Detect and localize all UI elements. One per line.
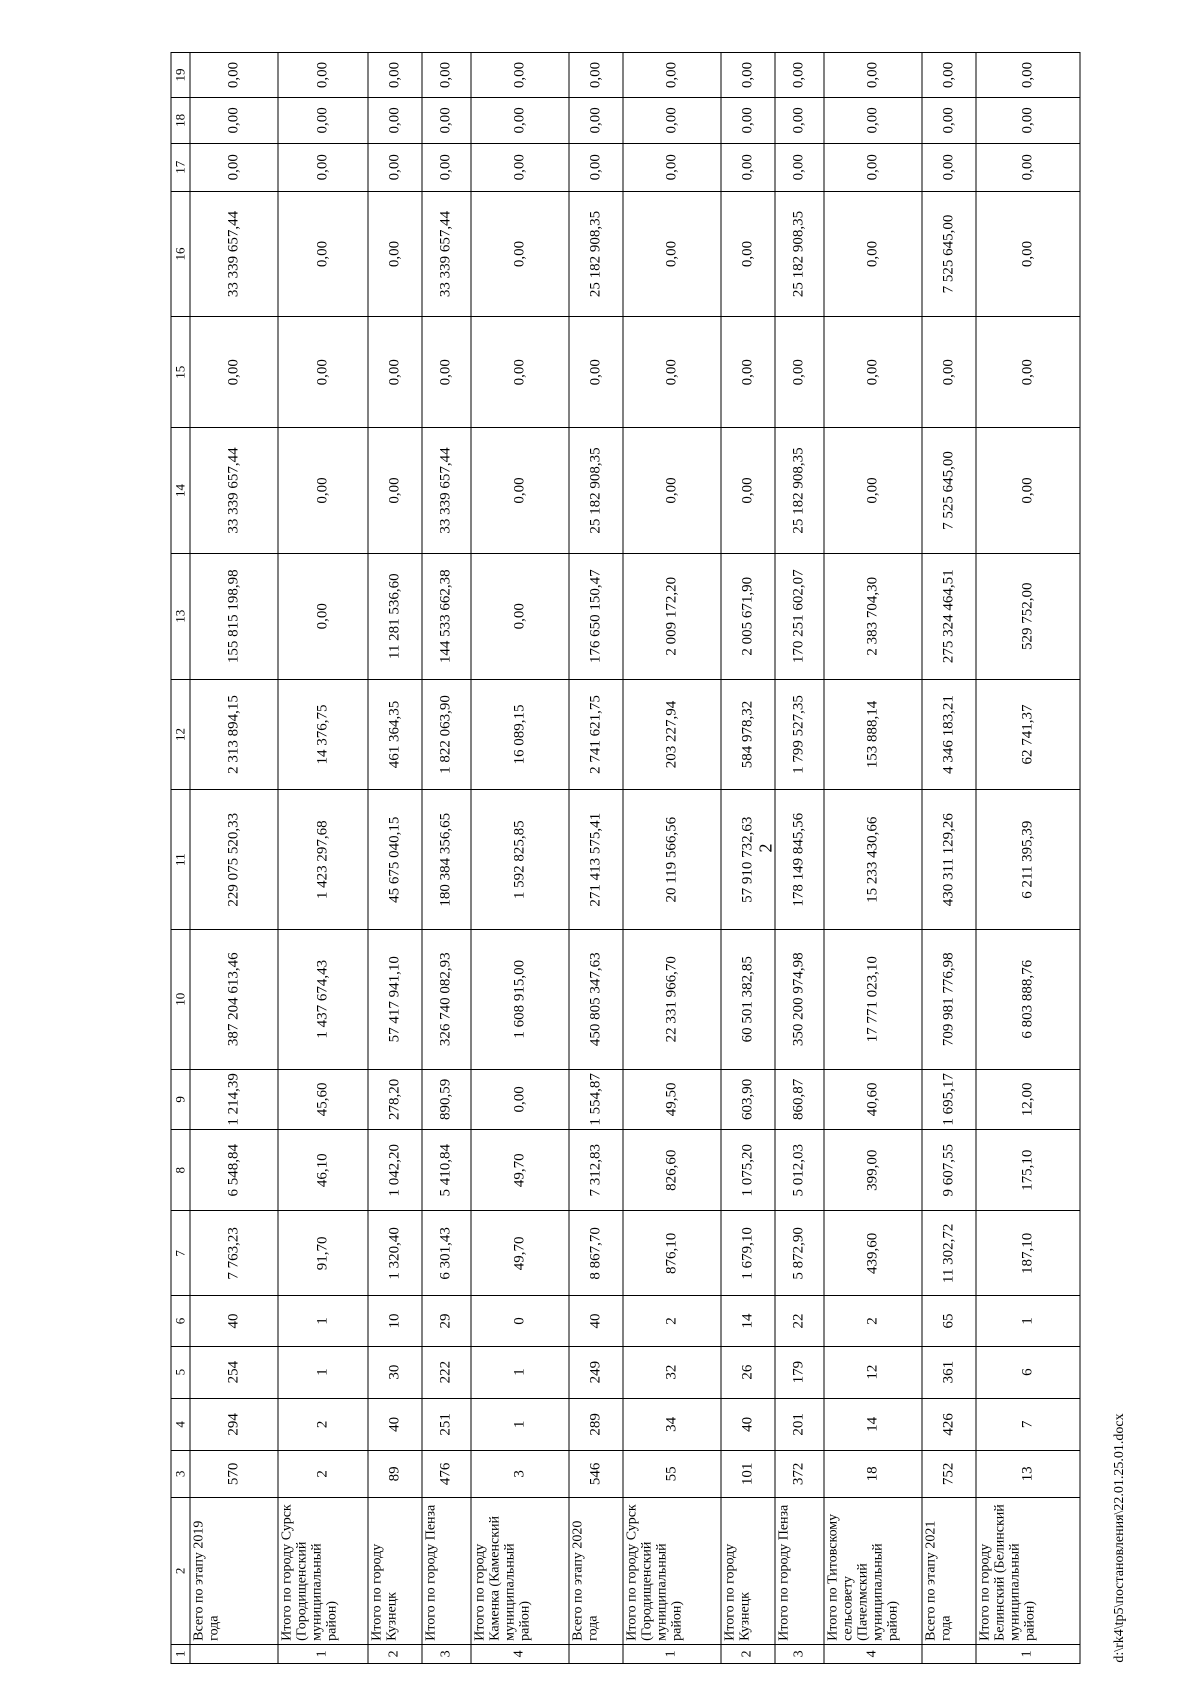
table-cell: 40 (721, 1398, 775, 1450)
table-row (721, 53, 775, 1664)
row-label: Всего по этапу 2021 года (922, 1497, 976, 1644)
row-label: Итого по городу Сурск (Городищенский муниципальный район) (278, 1497, 368, 1644)
table-cell: 439,60 (824, 1211, 922, 1296)
table-row (824, 53, 922, 1664)
table-cell: 529 752,00 (976, 553, 1080, 679)
table-cell: 426 (922, 1398, 976, 1450)
table-cell: 20 119 566,56 (623, 790, 721, 930)
table-cell: 0,00 (368, 143, 422, 191)
table-cell: 6 211 395,39 (976, 790, 1080, 930)
row-label: Итого по городу Кузнецк (368, 1497, 422, 1644)
table-cell: 0,00 (721, 428, 775, 554)
table-cell: 0,00 (922, 53, 976, 98)
table-cell: 0,00 (471, 143, 569, 191)
column-number: 6 (171, 1296, 190, 1346)
table-cell: 0,00 (775, 317, 824, 428)
table-cell: 860,87 (775, 1069, 824, 1130)
table-cell: 1 (278, 1346, 368, 1398)
table-cell: 0,00 (190, 53, 278, 98)
table-cell: 2 313 894,15 (190, 679, 278, 790)
table-cell: 584 978,32 (721, 679, 775, 790)
table-cell: 0,00 (190, 317, 278, 428)
column-number: 7 (171, 1211, 190, 1296)
row-label: Итого по городу Белинский (Белинский муниципальный район) (976, 1497, 1080, 1644)
table-cell: 5 410,84 (422, 1130, 471, 1211)
table-cell: 0,00 (422, 317, 471, 428)
row-label: Всего по этапу 2020 года (569, 1497, 623, 1644)
table-cell: 55 (623, 1450, 721, 1497)
table-cell: 2 009 172,20 (623, 553, 721, 679)
column-number: 16 (171, 191, 190, 317)
table-cell: 0,00 (569, 143, 623, 191)
table-row (368, 53, 422, 1664)
table-cell: 1 695,17 (922, 1069, 976, 1130)
table-cell: 1 (278, 1296, 368, 1346)
table-cell: 14 376,75 (278, 679, 368, 790)
table-cell: 0,00 (976, 53, 1080, 98)
table-cell: 229 075 520,33 (190, 790, 278, 930)
table-cell: 33 339 657,44 (422, 191, 471, 317)
table-cell: 0,00 (623, 428, 721, 554)
row-index: 1 (278, 1644, 368, 1663)
table-row (190, 53, 278, 1664)
table-cell: 46,10 (278, 1130, 368, 1211)
table-cell: 0,00 (368, 53, 422, 98)
table-cell: 1 (471, 1398, 569, 1450)
table-cell: 2 (278, 1450, 368, 1497)
table-cell: 0,00 (721, 191, 775, 317)
table-cell: 278,20 (368, 1069, 422, 1130)
table-cell: 399,00 (824, 1130, 922, 1211)
table-cell: 7 525 645,00 (922, 428, 976, 554)
table-cell: 0,00 (471, 191, 569, 317)
table-cell: 6 803 888,76 (976, 929, 1080, 1069)
table-cell: 170 251 602,07 (775, 553, 824, 679)
table-cell: 546 (569, 1450, 623, 1497)
table-cell: 65 (922, 1296, 976, 1346)
row-label: Итого по городу Пенза (775, 1497, 824, 1644)
row-index (922, 1644, 976, 1663)
table-cell: 1 679,10 (721, 1211, 775, 1296)
table-cell: 15 233 430,66 (824, 790, 922, 930)
table-cell: 0,00 (471, 1069, 569, 1130)
table-cell: 0,00 (976, 428, 1080, 554)
table-cell: 0,00 (190, 143, 278, 191)
table-cell: 30 (368, 1346, 422, 1398)
table-cell: 22 (775, 1296, 824, 1346)
table-cell: 0,00 (824, 428, 922, 554)
table-cell: 32 (623, 1346, 721, 1398)
row-label: Итого по Титовскому сельсовету (Пачелмский муниципальный район) (824, 1497, 922, 1644)
row-label: Итого по городу Кузнецк (721, 1497, 775, 1644)
table-cell: 57 417 941,10 (368, 929, 422, 1069)
table-cell: 12 (824, 1346, 922, 1398)
table-cell: 40 (190, 1296, 278, 1346)
table-cell: 101 (721, 1450, 775, 1497)
table-cell: 25 182 908,35 (569, 428, 623, 554)
table-cell: 0,00 (368, 317, 422, 428)
table-cell: 0,00 (824, 53, 922, 98)
table-cell: 350 200 974,98 (775, 929, 824, 1069)
table-cell: 1 (976, 1296, 1080, 1346)
table-cell: 876,10 (623, 1211, 721, 1296)
table-cell: 26 (721, 1346, 775, 1398)
table-cell: 6 301,43 (422, 1211, 471, 1296)
table-cell: 49,50 (623, 1069, 721, 1130)
table-cell: 0,00 (976, 143, 1080, 191)
table-cell: 33 339 657,44 (190, 428, 278, 554)
table-cell: 0,00 (278, 97, 368, 143)
table-cell: 62 741,37 (976, 679, 1080, 790)
table-cell: 45,60 (278, 1069, 368, 1130)
data-table (171, 52, 1081, 1664)
table-cell: 10 (368, 1296, 422, 1346)
table-cell: 752 (922, 1450, 976, 1497)
table-cell: 175,10 (976, 1130, 1080, 1211)
table-cell: 34 (623, 1398, 721, 1450)
table-cell: 0,00 (824, 317, 922, 428)
table-cell: 5 872,90 (775, 1211, 824, 1296)
table-cell: 180 384 356,65 (422, 790, 471, 930)
table-cell: 326 740 082,93 (422, 929, 471, 1069)
table-cell: 0,00 (190, 97, 278, 143)
table-cell: 294 (190, 1398, 278, 1450)
table-cell: 2 741 621,75 (569, 679, 623, 790)
table-cell: 0,00 (623, 317, 721, 428)
table-cell: 1 (471, 1346, 569, 1398)
table-cell: 0,00 (623, 97, 721, 143)
table-row (976, 53, 1080, 1664)
table-cell: 12,00 (976, 1069, 1080, 1130)
table-cell: 144 533 662,38 (422, 553, 471, 679)
table-cell: 7 312,83 (569, 1130, 623, 1211)
table-cell: 0,00 (278, 428, 368, 554)
table-cell: 1 042,20 (368, 1130, 422, 1211)
row-label: Итого по городу Пенза (422, 1497, 471, 1644)
table-cell: 7 763,23 (190, 1211, 278, 1296)
table-cell: 0,00 (368, 97, 422, 143)
row-index: 4 (471, 1644, 569, 1663)
table-cell: 1 437 674,43 (278, 929, 368, 1069)
row-index: 4 (824, 1644, 922, 1663)
table-cell: 0,00 (623, 53, 721, 98)
table-cell: 1 592 825,85 (471, 790, 569, 930)
table-cell: 49,70 (471, 1130, 569, 1211)
table-cell: 271 413 575,41 (569, 790, 623, 930)
table-cell: 361 (922, 1346, 976, 1398)
table-cell: 17 771 023,10 (824, 929, 922, 1069)
file-path-footer: d:\rk4\tp5\постановления\22.01.25.01.docx (1112, 1413, 1127, 1663)
table-cell: 9 607,55 (922, 1130, 976, 1211)
table-cell: 1 608 915,00 (471, 929, 569, 1069)
column-number: 12 (171, 679, 190, 790)
table-cell: 13 (976, 1450, 1080, 1497)
table-cell: 60 501 382,85 (721, 929, 775, 1069)
table-cell: 0,00 (368, 428, 422, 554)
table-cell: 187,10 (976, 1211, 1080, 1296)
row-index (569, 1644, 623, 1663)
table-cell: 33 339 657,44 (422, 428, 471, 554)
table-cell: 0,00 (471, 53, 569, 98)
table-cell: 461 364,35 (368, 679, 422, 790)
table-cell: 0,00 (775, 143, 824, 191)
table-cell: 0,00 (922, 143, 976, 191)
table-cell: 0,00 (569, 97, 623, 143)
column-number: 2 (171, 1497, 190, 1644)
table-cell: 22 331 966,70 (623, 929, 721, 1069)
column-number: 19 (171, 53, 190, 98)
table-cell: 11 302,72 (922, 1211, 976, 1296)
table-cell: 0,00 (824, 143, 922, 191)
table-cell: 40 (368, 1398, 422, 1450)
table-cell: 0,00 (721, 97, 775, 143)
table-cell: 3 (471, 1450, 569, 1497)
header-row (171, 53, 190, 1664)
table-cell: 1 423 297,68 (278, 790, 368, 930)
table-cell: 4 346 183,21 (922, 679, 976, 790)
table-cell: 0,00 (775, 53, 824, 98)
table-row (471, 53, 569, 1664)
table-cell: 0,00 (922, 317, 976, 428)
column-number: 11 (171, 790, 190, 930)
table-cell: 7 525 645,00 (922, 191, 976, 317)
row-index: 3 (775, 1644, 824, 1663)
table-cell: 0,00 (721, 53, 775, 98)
table-cell: 387 204 613,46 (190, 929, 278, 1069)
column-number: 8 (171, 1130, 190, 1211)
table-cell: 0,00 (922, 97, 976, 143)
row-index (190, 1644, 278, 1663)
table-cell: 1 320,40 (368, 1211, 422, 1296)
column-number: 17 (171, 143, 190, 191)
table-cell: 14 (824, 1398, 922, 1450)
table-row (422, 53, 471, 1664)
table-cell: 16 089,15 (471, 679, 569, 790)
table-cell: 2 (623, 1296, 721, 1346)
table-cell: 372 (775, 1450, 824, 1497)
row-label: Итого по городу Сурск (Городищенский муниципальный район) (623, 1497, 721, 1644)
table-cell: 1 822 063,90 (422, 679, 471, 790)
table-cell: 289 (569, 1398, 623, 1450)
column-number: 5 (171, 1346, 190, 1398)
column-number: 14 (171, 428, 190, 554)
table-cell: 33 339 657,44 (190, 191, 278, 317)
table-cell: 430 311 129,26 (922, 790, 976, 930)
table-cell: 0,00 (278, 553, 368, 679)
table-cell: 476 (422, 1450, 471, 1497)
table-cell: 1 554,87 (569, 1069, 623, 1130)
table-cell: 0,00 (422, 53, 471, 98)
table-cell: 25 182 908,35 (775, 191, 824, 317)
row-label: Всего по этапу 2019 года (190, 1497, 278, 1644)
table-cell: 254 (190, 1346, 278, 1398)
table-cell: 29 (422, 1296, 471, 1346)
table-cell: 5 012,03 (775, 1130, 824, 1211)
table-cell: 2 (278, 1398, 368, 1450)
table-cell: 0,00 (976, 191, 1080, 317)
table-cell: 201 (775, 1398, 824, 1450)
table-cell: 155 815 198,98 (190, 553, 278, 679)
table-cell: 0,00 (569, 53, 623, 98)
table-cell: 0 (471, 1296, 569, 1346)
table-cell: 890,59 (422, 1069, 471, 1130)
column-number: 4 (171, 1398, 190, 1450)
table-cell: 153 888,14 (824, 679, 922, 790)
table-cell: 450 805 347,63 (569, 929, 623, 1069)
table-cell: 0,00 (278, 53, 368, 98)
column-number: 15 (171, 317, 190, 428)
table-cell: 0,00 (278, 143, 368, 191)
table-cell: 6 (976, 1346, 1080, 1398)
table-row (623, 53, 721, 1664)
table-row (922, 53, 976, 1664)
table-row (278, 53, 368, 1664)
table-cell: 2 383 704,30 (824, 553, 922, 679)
row-index: 1 (976, 1644, 1080, 1663)
table-cell: 0,00 (721, 143, 775, 191)
column-number: 1 (171, 1644, 190, 1663)
table-cell: 0,00 (278, 191, 368, 317)
row-index: 3 (422, 1644, 471, 1663)
table-cell: 203 227,94 (623, 679, 721, 790)
table-cell: 45 675 040,15 (368, 790, 422, 930)
table-cell: 709 981 776,98 (922, 929, 976, 1069)
table-cell: 49,70 (471, 1211, 569, 1296)
table-cell: 6 548,84 (190, 1130, 278, 1211)
table-cell: 0,00 (569, 317, 623, 428)
table-cell: 0,00 (623, 143, 721, 191)
column-number: 13 (171, 553, 190, 679)
table-cell: 2 005 671,90 (721, 553, 775, 679)
table-cell: 89 (368, 1450, 422, 1497)
row-index: 1 (623, 1644, 721, 1663)
table-cell: 1 799 527,35 (775, 679, 824, 790)
table-cell: 0,00 (422, 97, 471, 143)
table-cell: 0,00 (623, 191, 721, 317)
table-cell: 0,00 (721, 317, 775, 428)
row-index: 2 (721, 1644, 775, 1663)
table-cell: 0,00 (775, 97, 824, 143)
table-cell: 7 (976, 1398, 1080, 1450)
table-cell: 0,00 (471, 317, 569, 428)
table-cell: 603,90 (721, 1069, 775, 1130)
table-cell: 25 182 908,35 (569, 191, 623, 317)
table-cell: 91,70 (278, 1211, 368, 1296)
table-cell: 0,00 (471, 97, 569, 143)
rotated-table-container (171, 52, 1038, 1664)
table-cell: 178 149 845,56 (775, 790, 824, 930)
table-cell: 0,00 (368, 191, 422, 317)
table-cell: 826,60 (623, 1130, 721, 1211)
column-number: 3 (171, 1450, 190, 1497)
table-cell: 57 910 732,63 (721, 790, 775, 930)
table-cell: 25 182 908,35 (775, 428, 824, 554)
table-cell: 0,00 (422, 143, 471, 191)
table-cell: 1 214,39 (190, 1069, 278, 1130)
row-index: 2 (368, 1644, 422, 1663)
table-cell: 0,00 (278, 317, 368, 428)
table-cell: 1 075,20 (721, 1130, 775, 1211)
table-cell: 176 650 150,47 (569, 553, 623, 679)
table-cell: 0,00 (976, 97, 1080, 143)
table-cell: 275 324 464,51 (922, 553, 976, 679)
column-number: 18 (171, 97, 190, 143)
table-cell: 570 (190, 1450, 278, 1497)
table-cell: 0,00 (976, 317, 1080, 428)
column-number: 9 (171, 1069, 190, 1130)
row-label: Итого по городу Каменка (Каменский муниципальный район) (471, 1497, 569, 1644)
table-cell: 249 (569, 1346, 623, 1398)
table-row (775, 53, 824, 1664)
table-row (569, 53, 623, 1664)
table-cell: 11 281 536,60 (368, 553, 422, 679)
table-cell: 251 (422, 1398, 471, 1450)
table-cell: 0,00 (824, 191, 922, 317)
table-cell: 179 (775, 1346, 824, 1398)
column-number: 10 (171, 929, 190, 1069)
table-cell: 18 (824, 1450, 922, 1497)
table-cell: 40,60 (824, 1069, 922, 1130)
table-cell: 222 (422, 1346, 471, 1398)
table-cell: 40 (569, 1296, 623, 1346)
table-cell: 2 (824, 1296, 922, 1346)
table-cell: 8 867,70 (569, 1211, 623, 1296)
table-cell: 0,00 (471, 428, 569, 554)
page-number: 2 (755, 843, 776, 853)
table-cell: 0,00 (471, 553, 569, 679)
table-cell: 0,00 (824, 97, 922, 143)
table-cell: 14 (721, 1296, 775, 1346)
